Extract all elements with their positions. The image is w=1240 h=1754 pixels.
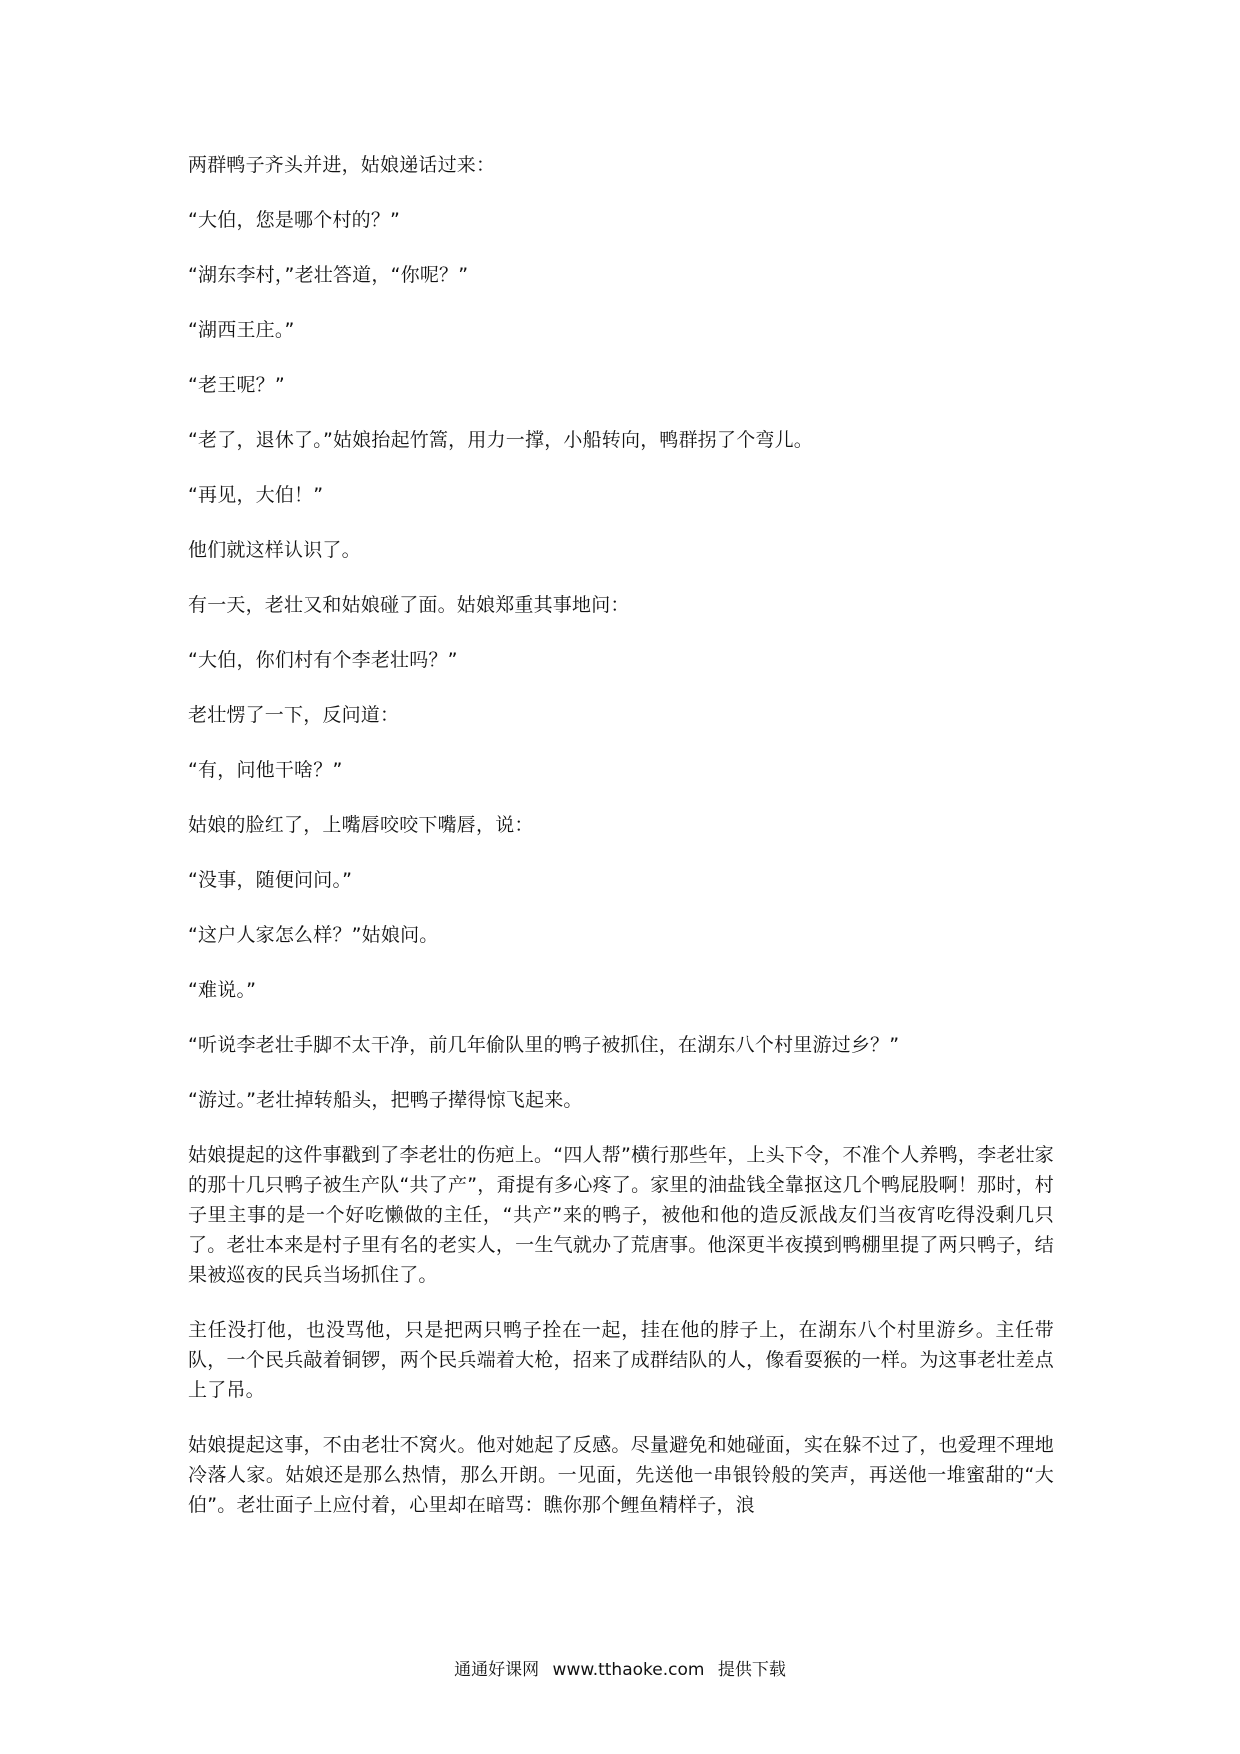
paragraph: 有一天，老壮又和姑娘碰了面。姑娘郑重其事地问： <box>188 594 630 616</box>
paragraph: “游过。”老壮掉转船头，把鸭子撵得惊飞起来。 <box>188 1089 583 1111</box>
paragraph: 他们就这样认识了。 <box>188 539 361 561</box>
footer-site-name: 通通好课网 <box>454 1660 540 1680</box>
footer-suffix: 提供下载 <box>717 1660 786 1680</box>
paragraph: “老王呢？” <box>188 374 285 396</box>
paragraph: “听说李老壮手脚不太干净，前几年偷队里的鸭子被抓住，在湖东八个村里游过乡？” <box>188 1034 900 1056</box>
paragraph: 姑娘的脸红了，上嘴唇咬咬下嘴唇，说： <box>188 814 534 836</box>
paragraph: “难说。” <box>188 979 257 1001</box>
paragraph: “再见，大伯！” <box>188 484 324 506</box>
paragraph: 主任没打他，也没骂他，只是把两只鸭子拴在一起，挂在他的脖子上，在湖东八个村里游乡。主任带队，一个民兵敲着铜锣，两个民兵端着大枪，招来了成群结队的人，像看耍猴的一样。为这事老壮差点上了吊。 <box>188 1319 1054 1401</box>
paragraph: “湖东李村，”老壮答道，“你呢？” <box>188 264 469 286</box>
paragraph: “有，问他干啥？” <box>188 759 343 781</box>
footer-url[interactable]: www.tthaoke.com <box>552 1660 705 1680</box>
paragraph: 两群鸭子齐头并进，姑娘递话过来： <box>188 154 496 176</box>
paragraph: “这户人家怎么样？”姑娘问。 <box>188 924 439 946</box>
paragraph: 姑娘提起的这件事戳到了李老壮的伤疤上。“四人帮”横行那些年，上头下令，不准个人养鸭，李老壮家的那十几只鸭子被生产队“共了产”，甭提有多心疼了。家里的油盐钱全靠抠这几个鸭屁股啊！那时，村子里主事的是一个好吃懒做的主任，“共产”来的鸭子，被他和他的造反派战友们当夜宵吃得没剩几只了。老壮本来是村子里有名的老实人，一生气就办了荒唐事。他深更半夜摸到鸭棚里提了两只鸭子，结果被巡夜的民兵当场抓住了。 <box>188 1144 1054 1286</box>
paragraph: 老壮愣了一下，反问道： <box>188 704 400 726</box>
paragraph: “大伯，你们村有个李老壮吗？” <box>188 649 458 671</box>
paragraph: “没事，随便问问。” <box>188 869 353 891</box>
page-footer <box>0 1658 1240 1682</box>
paragraph: “老了，退休了。”姑娘抬起竹篙，用力一撑，小船转向，鸭群拐了个弯儿。 <box>188 429 813 451</box>
document-body <box>188 150 1054 1545</box>
paragraph: “大伯，您是哪个村的？” <box>188 209 401 231</box>
paragraph: “湖西王庄。” <box>188 319 295 341</box>
paragraph: 姑娘提起这事，不由老壮不窝火。他对她起了反感。尽量避免和她碰面，实在躲不过了，也爱理不理地冷落人家。姑娘还是那么热情，那么开朗。一见面，先送他一串银铃般的笑声，再送他一堆蜜甜的“大伯”。老壮面子上应付着，心里却在暗骂：瞧你那个鲤鱼精样子，浪 <box>188 1434 1054 1516</box>
